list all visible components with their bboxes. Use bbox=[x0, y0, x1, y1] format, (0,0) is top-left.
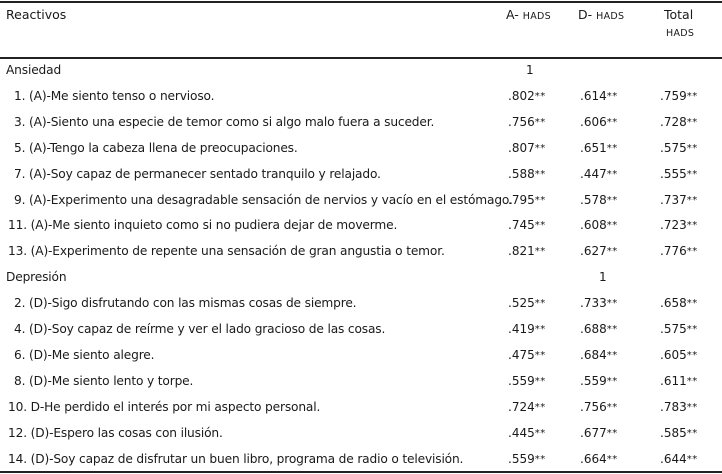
header-total: Total bbox=[664, 7, 694, 22]
a-hads-value: .756** bbox=[508, 114, 546, 129]
significance-marker: ** bbox=[534, 375, 546, 387]
significance-marker: ** bbox=[686, 349, 698, 361]
total-hads-value: .728** bbox=[660, 114, 698, 129]
total-hads-value: .783** bbox=[660, 399, 698, 414]
significance-marker: ** bbox=[534, 401, 546, 413]
table-row bbox=[0, 342, 722, 368]
item-label: 2. (D)-Sigo disfrutando con las mismas cosas de siempre. bbox=[14, 296, 357, 311]
significance-marker: ** bbox=[534, 168, 546, 180]
significance-marker: ** bbox=[686, 324, 698, 335]
total-hads-value: .611** bbox=[660, 373, 698, 388]
header-total-hads: HADS bbox=[666, 28, 695, 39]
d-hads-value: .684** bbox=[580, 347, 618, 362]
a-hads-value: .559** bbox=[508, 373, 546, 388]
significance-marker: ** bbox=[534, 90, 546, 102]
a-hads-value: .724** bbox=[508, 399, 546, 414]
item-label: 13. (A)-Experimento de repente una sensación de gran angustia o temor. bbox=[8, 244, 445, 259]
total-hads-value: .759** bbox=[660, 88, 698, 103]
section-row-ansiedad bbox=[0, 57, 722, 83]
table-row bbox=[0, 212, 722, 238]
table-row bbox=[0, 187, 722, 213]
a-hads-value: .802** bbox=[508, 88, 546, 103]
significance-marker: ** bbox=[686, 298, 698, 310]
d-hads-value: .664** bbox=[580, 451, 618, 466]
total-hads-value: .776** bbox=[660, 244, 698, 259]
significance-marker: ** bbox=[534, 453, 546, 465]
d-hads-value: .627** bbox=[580, 244, 618, 259]
d-hads-value: .651** bbox=[580, 140, 618, 155]
significance-marker: ** bbox=[606, 220, 618, 232]
total-hads-value: .555** bbox=[660, 166, 698, 181]
table-row bbox=[0, 316, 722, 342]
a-hads-value: .745** bbox=[508, 218, 546, 233]
significance-marker: ** bbox=[534, 349, 546, 361]
total-hads-value: .575** bbox=[660, 140, 698, 155]
significance-marker: ** bbox=[606, 116, 618, 128]
table-row bbox=[0, 420, 722, 446]
item-label: 9. (A)-Experimento una desagradable sensación de nervios y vacío en el estómago. bbox=[14, 192, 513, 207]
significance-marker: ** bbox=[686, 246, 698, 258]
table-row bbox=[0, 238, 722, 264]
d-hads-value: .614** bbox=[580, 88, 618, 103]
a-hads-value: .588** bbox=[508, 166, 546, 181]
significance-marker: ** bbox=[606, 324, 618, 335]
significance-marker: ** bbox=[534, 116, 546, 128]
table-row bbox=[0, 368, 722, 394]
d-hads-value: .578** bbox=[580, 192, 618, 207]
section-title: Ansiedad bbox=[6, 63, 62, 77]
significance-marker: ** bbox=[534, 324, 546, 335]
item-label: 10. D-He perdido el interés por mi aspecto personal. bbox=[8, 399, 321, 414]
significance-marker: ** bbox=[686, 142, 698, 154]
total-hads-value: .585** bbox=[660, 425, 698, 440]
d-hads-value: .606** bbox=[580, 114, 618, 129]
significance-marker: ** bbox=[534, 246, 546, 258]
item-label: 1. (A)-Me siento tenso o nervioso. bbox=[14, 88, 215, 103]
significance-marker: ** bbox=[534, 298, 546, 310]
section-title: Depresión bbox=[6, 270, 67, 285]
significance-marker: ** bbox=[606, 90, 618, 102]
item-label: 12. (D)-Espero las cosas con ilusión. bbox=[8, 425, 223, 440]
significance-marker: ** bbox=[606, 142, 618, 154]
header-a-hads: A- HADS bbox=[506, 7, 551, 22]
section-marker: 1 bbox=[599, 270, 607, 285]
total-hads-value: .658** bbox=[660, 296, 698, 311]
significance-marker: ** bbox=[534, 220, 546, 232]
table-row bbox=[0, 109, 722, 135]
table-row bbox=[0, 290, 722, 316]
item-label: 8. (D)-Me siento lento y torpe. bbox=[14, 373, 194, 388]
d-hads-value: .447** bbox=[580, 166, 618, 181]
item-label: 6. (D)-Me siento alegre. bbox=[14, 347, 155, 362]
significance-marker: ** bbox=[686, 168, 698, 180]
a-hads-value: .475** bbox=[508, 347, 546, 362]
a-hads-value: .807** bbox=[508, 140, 546, 155]
table-row bbox=[0, 446, 722, 472]
significance-marker: ** bbox=[686, 453, 698, 465]
significance-marker: ** bbox=[606, 349, 618, 361]
significance-marker: ** bbox=[606, 168, 618, 180]
significance-marker: ** bbox=[686, 116, 698, 128]
significance-marker: ** bbox=[606, 194, 618, 206]
significance-marker: ** bbox=[686, 375, 698, 387]
item-label: 5. (A)-Tengo la cabeza llena de preocupaciones. bbox=[14, 140, 298, 155]
significance-marker: ** bbox=[606, 401, 618, 413]
top-rule bbox=[0, 1, 722, 3]
item-label: 4. (D)-Soy capaz de reírme y ver el lado gracioso de las cosas. bbox=[14, 322, 386, 336]
d-hads-value: .608** bbox=[580, 218, 618, 233]
significance-marker: ** bbox=[686, 401, 698, 413]
total-hads-value: .644** bbox=[660, 451, 698, 466]
significance-marker: ** bbox=[606, 246, 618, 258]
a-hads-value: .795** bbox=[508, 192, 546, 207]
header-reactivos: Reactivos bbox=[6, 7, 67, 22]
total-hads-value: .723** bbox=[660, 218, 698, 233]
bottom-rule bbox=[0, 471, 722, 473]
total-hads-value: .575** bbox=[660, 322, 698, 336]
section-marker: 1 bbox=[526, 63, 534, 77]
significance-marker: ** bbox=[686, 220, 698, 232]
d-hads-value: .677** bbox=[580, 425, 618, 440]
item-label: 14. (D)-Soy capaz de disfrutar un buen libro, programa de radio o televisión. bbox=[8, 451, 464, 466]
total-hads-value: .737** bbox=[660, 192, 698, 207]
significance-marker: ** bbox=[686, 90, 698, 102]
a-hads-value: .821** bbox=[508, 244, 546, 259]
total-hads-value: .605** bbox=[660, 347, 698, 362]
table-row bbox=[0, 161, 722, 187]
item-label: 11. (A)-Me siento inquieto como si no pudiera dejar de moverme. bbox=[8, 218, 398, 233]
d-hads-value: .756** bbox=[580, 399, 618, 414]
item-label: 3. (A)-Siento una especie de temor como si algo malo fuera a suceder. bbox=[14, 114, 435, 129]
significance-marker: ** bbox=[686, 194, 698, 206]
significance-marker: ** bbox=[534, 142, 546, 154]
table-row bbox=[0, 394, 722, 420]
significance-marker: ** bbox=[606, 453, 618, 465]
d-hads-value: .559** bbox=[580, 373, 618, 388]
significance-marker: ** bbox=[686, 427, 698, 439]
significance-marker: ** bbox=[534, 427, 546, 439]
table-row bbox=[0, 83, 722, 109]
d-hads-value: .688** bbox=[580, 322, 618, 336]
significance-marker: ** bbox=[606, 375, 618, 387]
item-label: 7. (A)-Soy capaz de permanecer sentado tranquilo y relajado. bbox=[14, 166, 381, 181]
significance-marker: ** bbox=[606, 427, 618, 439]
significance-marker: ** bbox=[606, 298, 618, 310]
significance-marker: ** bbox=[534, 194, 546, 206]
a-hads-value: .445** bbox=[508, 425, 546, 440]
a-hads-value: .559** bbox=[508, 451, 546, 466]
a-hads-value: .419** bbox=[508, 322, 546, 336]
d-hads-value: .733** bbox=[580, 296, 618, 311]
section-row-depresion bbox=[0, 264, 722, 290]
a-hads-value: .525** bbox=[508, 296, 546, 311]
header-d-hads: D- HADS bbox=[578, 7, 625, 22]
table-row bbox=[0, 135, 722, 161]
